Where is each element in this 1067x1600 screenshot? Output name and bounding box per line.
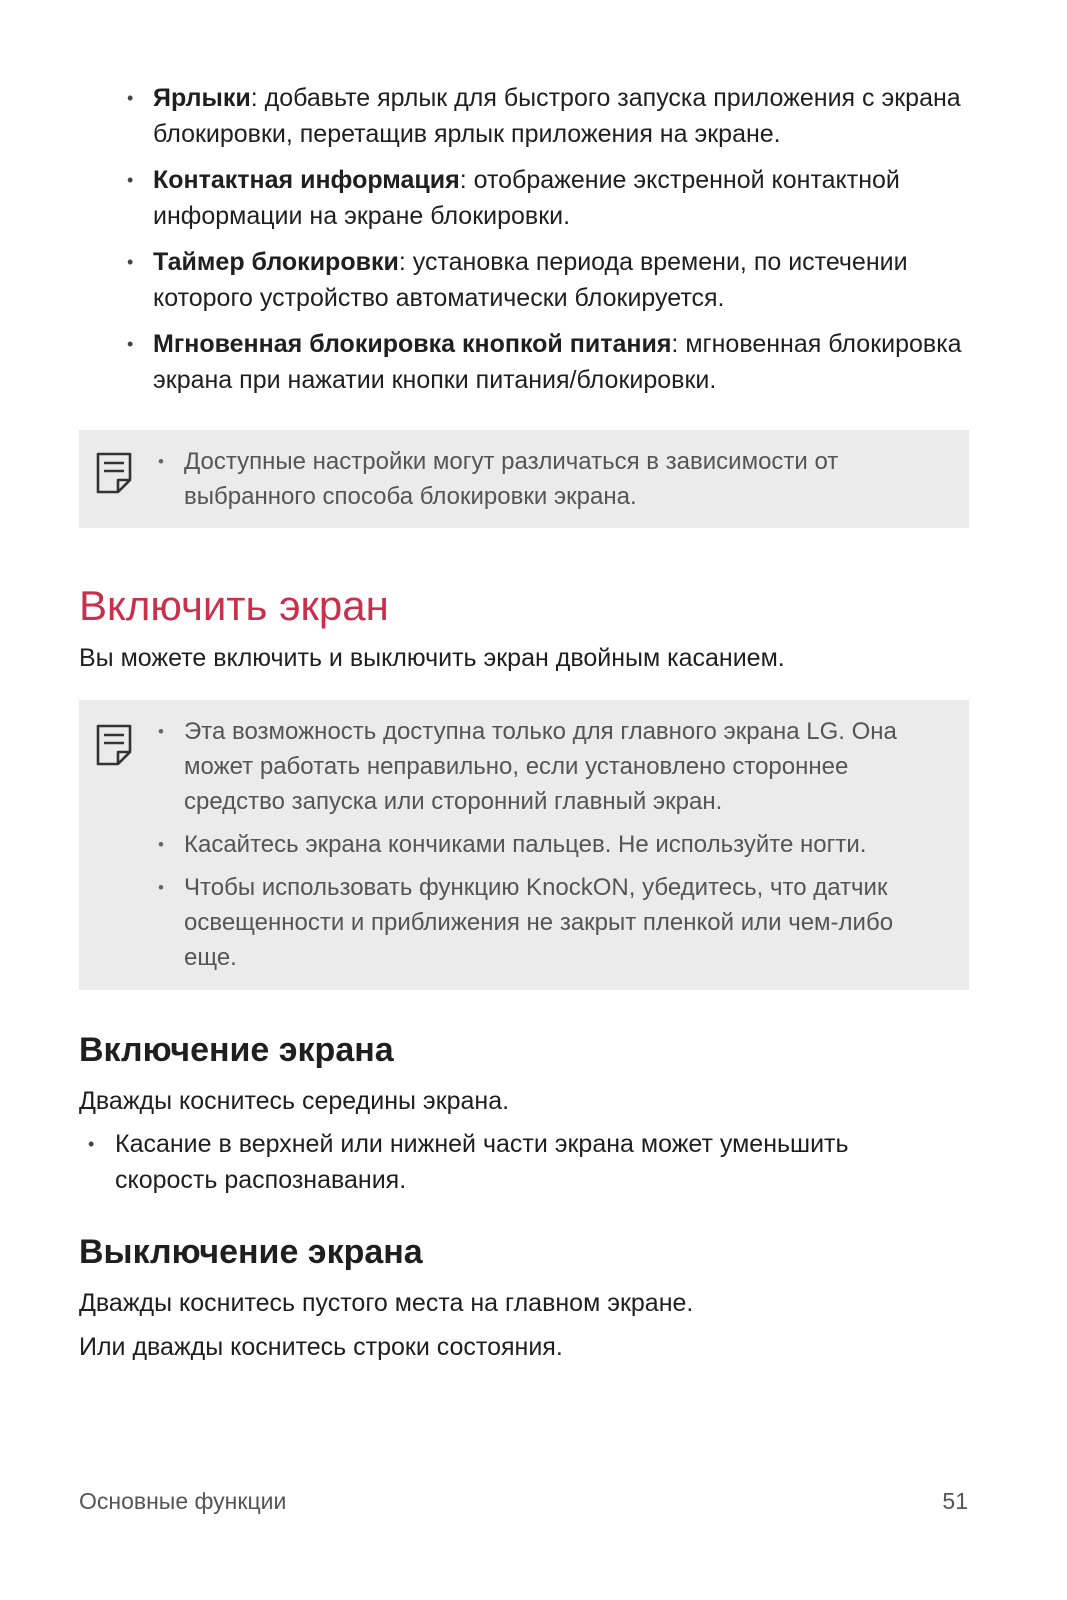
list-item-text: Касание в верхней или нижней части экрана может уменьшить скорость распознавания. (115, 1130, 849, 1194)
bullet: • (127, 334, 134, 354)
list-item (127, 80, 977, 152)
note-text: Эта возможность доступна только для главного экрана LG. Она может работать неправильно, если установлено стороннее средство запуска или сторонний главный экран. (184, 718, 897, 815)
screen-on-list (88, 1126, 948, 1198)
term-description: : установка периода времени, по истечении которого устройство автоматически блокируется. (153, 248, 908, 312)
page-number: 51 (942, 1488, 968, 1514)
screen-off-title: Выключение экрана (79, 1233, 423, 1271)
bullet: • (88, 1134, 95, 1154)
term-contact-info: Контактная информация (153, 166, 460, 194)
note-icon (96, 724, 132, 766)
list-item (127, 326, 977, 398)
screen-on-title: Включение экрана (79, 1031, 394, 1069)
note-text: Касайтесь экрана кончиками пальцев. Не используйте ногти. (184, 831, 867, 858)
list-item (127, 244, 977, 316)
bullet: • (127, 252, 134, 272)
term-description: : добавьте ярлык для быстрого запуска приложения с экрана блокировки, перетащив ярлык приложения на экране. (153, 84, 961, 148)
bullet: • (158, 722, 164, 741)
section-intro: Вы можете включить и выключить экран двойным касанием. (79, 644, 785, 672)
lock-screen-options-list (127, 80, 977, 408)
section-title: Включить экран (79, 582, 389, 629)
note-item (158, 827, 948, 862)
note-item (158, 444, 948, 514)
term-description: : мгновенная блокировка экрана при нажатии кнопки питания/блокировки. (153, 330, 962, 394)
note-list (158, 714, 948, 983)
term-power-key-lock: Мгновенная блокировка кнопкой питания (153, 330, 672, 358)
bullet: • (127, 88, 134, 108)
screen-on-text: Дважды коснитесь середины экрана. (79, 1087, 510, 1115)
note-text: Доступные настройки могут различаться в зависимости от выбранного способа блокировки экрана. (184, 448, 839, 510)
note-item (158, 714, 948, 819)
bullet: • (158, 835, 164, 854)
term-shortcuts: Ярлыки (153, 84, 251, 112)
list-item (88, 1126, 948, 1198)
note-box (79, 700, 969, 990)
note-item (158, 870, 948, 975)
footer-section-name: Основные функции (79, 1488, 287, 1514)
term-lock-timer: Таймер блокировки (153, 248, 399, 276)
bullet: • (158, 878, 164, 897)
term-description: : отображение экстренной контактной информации на экране блокировки. (153, 166, 900, 230)
bullet: • (158, 452, 164, 471)
note-list (158, 444, 948, 522)
note-box (79, 430, 969, 528)
list-item (127, 162, 977, 234)
bullet: • (127, 170, 134, 190)
note-icon (96, 452, 132, 494)
note-text: Чтобы использовать функцию KnockON, убедитесь, что датчик освещенности и приближения не закрыт пленкой или чем-либо еще. (184, 874, 894, 971)
screen-off-text: Дважды коснитесь пустого места на главном экране. (79, 1289, 694, 1317)
screen-off-text-alt: Или дважды коснитесь строки состояния. (79, 1333, 563, 1361)
